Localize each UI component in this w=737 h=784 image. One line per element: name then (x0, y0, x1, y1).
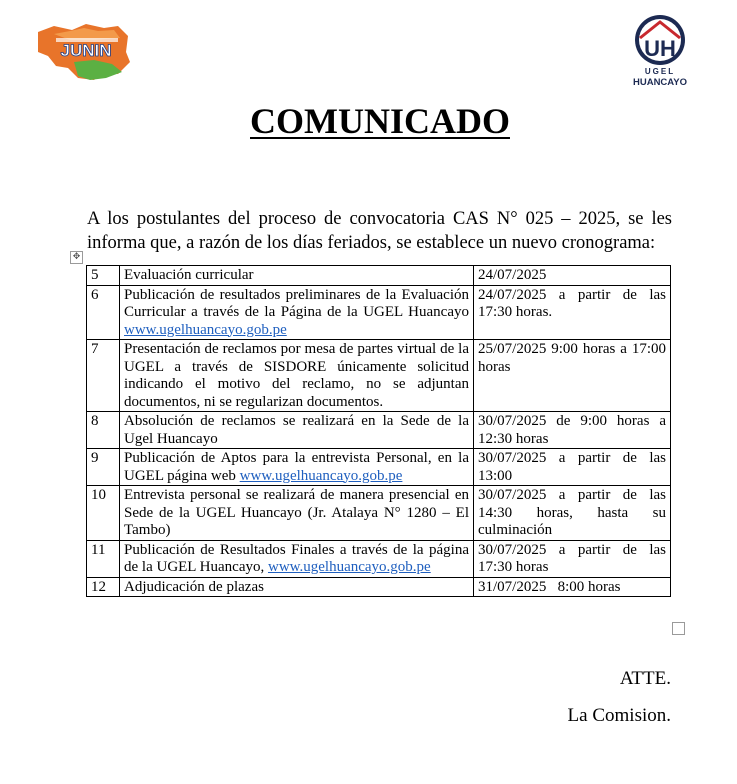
schedule-activity (120, 577, 474, 597)
schedule-number: 8 (87, 412, 120, 449)
ugel-logo-line2: HUANCAYO (632, 77, 688, 88)
ugel-logo-line1: UGEL (644, 67, 676, 76)
schedule-row (87, 486, 671, 541)
schedule-activity (120, 412, 474, 449)
ugel-website-link[interactable]: www.ugelhuancayo.gob.pe (239, 467, 403, 484)
schedule-activity (120, 540, 474, 577)
ugel-logo (626, 12, 694, 88)
schedule-table (86, 265, 671, 597)
schedule-date: 30/07/2025 a partir de las 13:00 (474, 449, 671, 486)
schedule-activity-text: Entrevista personal se realizará de manera presencial en Sede de la UGEL Huancayo (Jr. Atalaya N° 1280 – El Tambo) (124, 487, 469, 538)
schedule-date: 24/07/2025 (474, 266, 671, 286)
schedule-number: 11 (87, 540, 120, 577)
schedule-activity (120, 266, 474, 286)
junin-logo-text: JUNIN (60, 41, 112, 60)
schedule-date: 30/07/2025 a partir de las 14:30 horas, hasta su culminación (474, 486, 671, 541)
intro-line-2: informa que, a razón de los días feriados, se establece un nuevo cronograma: (87, 233, 656, 253)
schedule-row (87, 540, 671, 577)
schedule-activity (120, 486, 474, 541)
closing-signature: La Comision. (567, 705, 671, 726)
schedule-row (87, 577, 671, 597)
schedule-number: 10 (87, 486, 120, 541)
junin-logo (34, 22, 132, 84)
schedule-activity (120, 449, 474, 486)
schedule-number: 5 (87, 266, 120, 286)
schedule-date: 24/07/2025 a partir de las 17:30 horas. (474, 285, 671, 340)
schedule-date: 30/07/2025 de 9:00 horas a 12:30 horas (474, 412, 671, 449)
intro-paragraph (87, 207, 672, 255)
ugel-website-link[interactable]: www.ugelhuancayo.gob.pe (124, 321, 287, 338)
schedule-date: 31/07/2025 8:00 horas (474, 577, 671, 597)
schedule-row (87, 266, 671, 286)
table-resize-handle[interactable] (672, 622, 685, 635)
intro-line-1: A los postulantes del proceso de convocatoria CAS N° 025 – 2025, se les (87, 209, 672, 229)
schedule-activity (120, 340, 474, 412)
schedule-number: 7 (87, 340, 120, 412)
schedule-activity-text: Presentación de reclamos por mesa de partes virtual de la UGEL a través de SISDORE únicamente solicitud indicando el motivo del reclamo, no se adjuntan documentos, ni se regularizan documentos. (124, 341, 469, 410)
schedule-number: 12 (87, 577, 120, 597)
schedule-activity-text: Absolución de reclamos se realizará en la Sede de la Ugel Huancayo (124, 413, 469, 447)
schedule-row (87, 412, 671, 449)
table-move-handle-icon[interactable]: ✥ (70, 251, 83, 264)
svg-text:UH: UH (644, 36, 676, 61)
schedule-date: 30/07/2025 a partir de las 17:30 horas (474, 540, 671, 577)
schedule-row (87, 449, 671, 486)
schedule-activity-text: Publicación de resultados preliminares de la Evaluación Curricular a través de la Página de la UGEL Huancayo (124, 286, 469, 320)
closing-atte: ATTE. (619, 668, 671, 689)
schedule-number: 6 (87, 285, 120, 340)
schedule-activity-text: Adjudicación de plazas (124, 578, 264, 595)
page-title: COMUNICADO (250, 101, 510, 141)
schedule-row (87, 340, 671, 412)
schedule-number: 9 (87, 449, 120, 486)
schedule-activity-text: Publicación de Aptos para la entrevista Personal, en la UGEL página web (124, 450, 469, 484)
schedule-row (87, 285, 671, 340)
schedule-activity-text: Evaluación curricular (124, 267, 254, 283)
schedule-date: 25/07/2025 9:00 horas a 17:00 horas (474, 340, 671, 412)
schedule-activity (120, 285, 474, 340)
ugel-website-link[interactable]: www.ugelhuancayo.gob.pe (267, 559, 431, 575)
schedule-activity-text: Publicación de Resultados Finales a través de la página de la UGEL Huancayo, (124, 541, 469, 575)
